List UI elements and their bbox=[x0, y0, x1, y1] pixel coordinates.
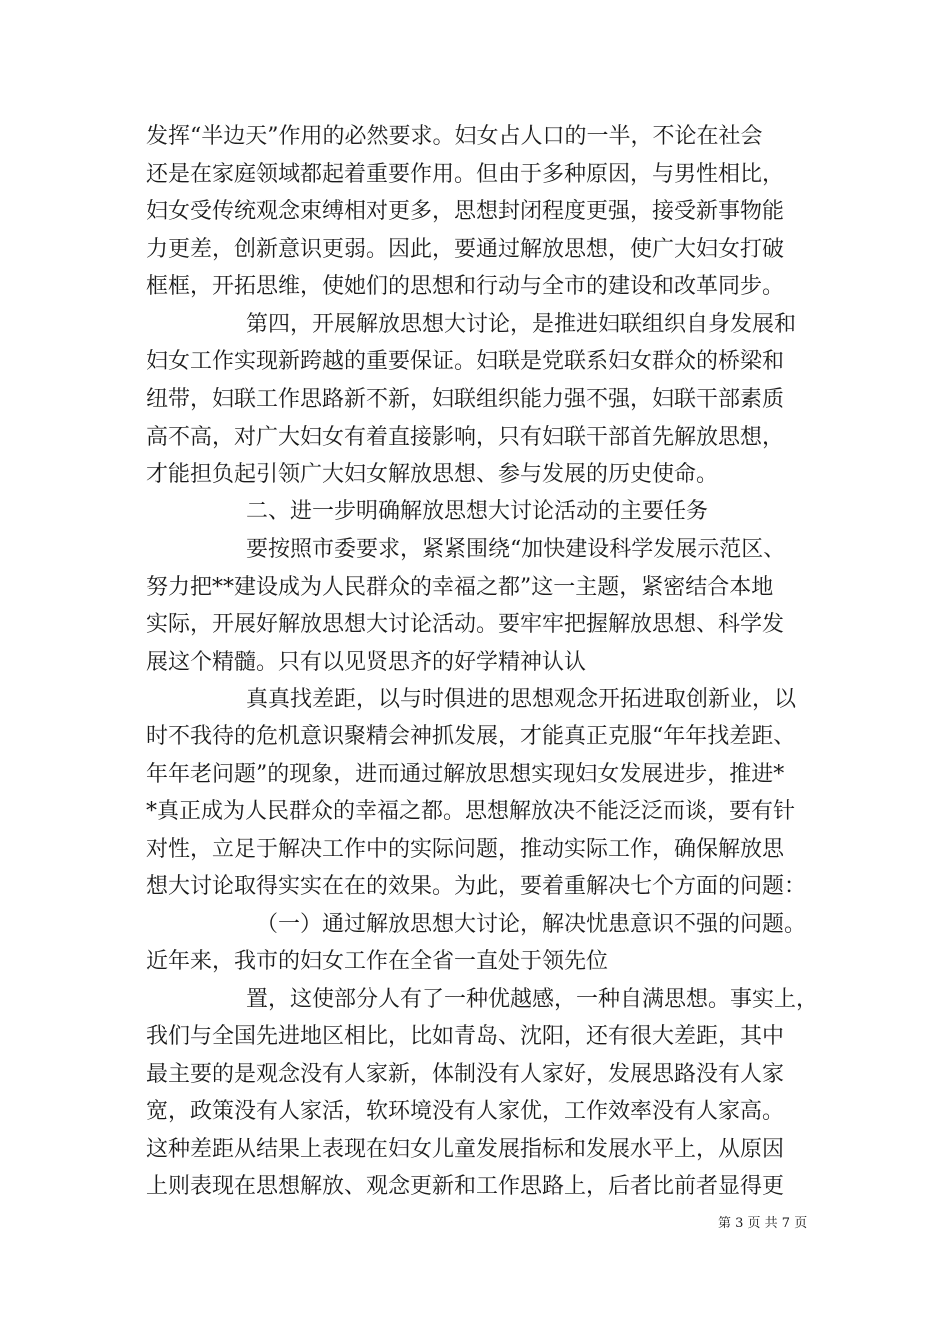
text-line: 我们与全国先进地区相比，比如青岛、沈阳，还有很大差距，其中 bbox=[146, 1024, 785, 1049]
text-line: 时不我待的危机意识聚精会神抓发展，才能真正克服“年年找差距、 bbox=[146, 724, 796, 749]
text-line: 实际，开展好解放思想大讨论活动。要牢牢把握解放思想、科学发 bbox=[146, 612, 785, 637]
text-line: 最主要的是观念没有人家新，体制没有人家好，发展思路没有人家 bbox=[146, 1062, 785, 1087]
text-line: 对性，立足于解决工作中的实际问题，推动实际工作，确保解放思 bbox=[146, 837, 785, 862]
text-line: 努力把**建设成为人民群众的幸福之都”这一主题，紧密结合本地 bbox=[146, 575, 774, 600]
text-line: 上则表现在思想解放、观念更新和工作思路上，后者比前者显得更 bbox=[146, 1174, 785, 1199]
text-line: 纽带，妇联工作思路新不新，妇联组织能力强不强，妇联干部素质 bbox=[146, 387, 785, 412]
text-line: 发挥“半边天”作用的必然要求。妇女占人口的一半，不论在社会 bbox=[146, 124, 763, 149]
text-line: 年年老问题”的现象，进而通过解放思想实现妇女发展进步，推进* bbox=[146, 762, 785, 787]
text-line: 力更差，创新意识更弱。因此，要通过解放思想，使广大妇女打破 bbox=[146, 237, 785, 262]
text-line: 近年来，我市的妇女工作在全省一直处于领先位 bbox=[146, 949, 609, 974]
text-line: 才能担负起引领广大妇女解放思想、参与发展的历史使命。 bbox=[146, 462, 719, 487]
text-line: 还是在家庭领域都起着重要作用。但由于多种原因，与男性相比， bbox=[146, 162, 785, 187]
section-heading: 二、进一步明确解放思想大讨论活动的主要任务 bbox=[246, 499, 709, 524]
text-line: 展这个精髓。只有以见贤思齐的好学精神认认 bbox=[146, 650, 587, 675]
text-line: 高不高，对广大妇女有着直接影响，只有妇联干部首先解放思想， bbox=[146, 425, 785, 450]
text-line: 宽，政策没有人家活，软环境没有人家优，工作效率没有人家高。 bbox=[146, 1099, 785, 1124]
text-line: 这种差距从结果上表现在妇女儿童发展指标和发展水平上，从原因 bbox=[146, 1137, 785, 1162]
paragraph-start: 置，这使部分人有了一种优越感，一种自满思想。事实上， bbox=[246, 987, 819, 1012]
text-line: 想大讨论取得实实在在的效果。为此，要着重解决七个方面的问题： bbox=[146, 874, 807, 899]
text-line: 妇女工作实现新跨越的重要保证。妇联是党联系妇女群众的桥梁和 bbox=[146, 349, 785, 374]
paragraph-start: 真真找差距，以与时俱进的思想观念开拓进取创新业，以 bbox=[246, 687, 797, 712]
text-line: 妇女受传统观念束缚相对更多，思想封闭程度更强，接受新事物能 bbox=[146, 199, 785, 224]
text-line: 框框，开拓思维，使她们的思想和行动与全市的建设和改革同步。 bbox=[146, 274, 785, 299]
text-line: *真正成为人民群众的幸福之都。思想解放决不能泛泛而谈，要有针 bbox=[146, 799, 796, 824]
page-number-footer: 第 3 页 共 7 页 bbox=[718, 1216, 808, 1231]
paragraph-start: 第四，开展解放思想大讨论，是推进妇联组织自身发展和 bbox=[246, 312, 797, 337]
paragraph-start: 要按照市委要求，紧紧围绕“加快建设科学发展示范区、 bbox=[246, 537, 786, 562]
subsection-heading: （一）通过解放思想大讨论，解决忧患意识不强的问题。 bbox=[256, 912, 807, 937]
